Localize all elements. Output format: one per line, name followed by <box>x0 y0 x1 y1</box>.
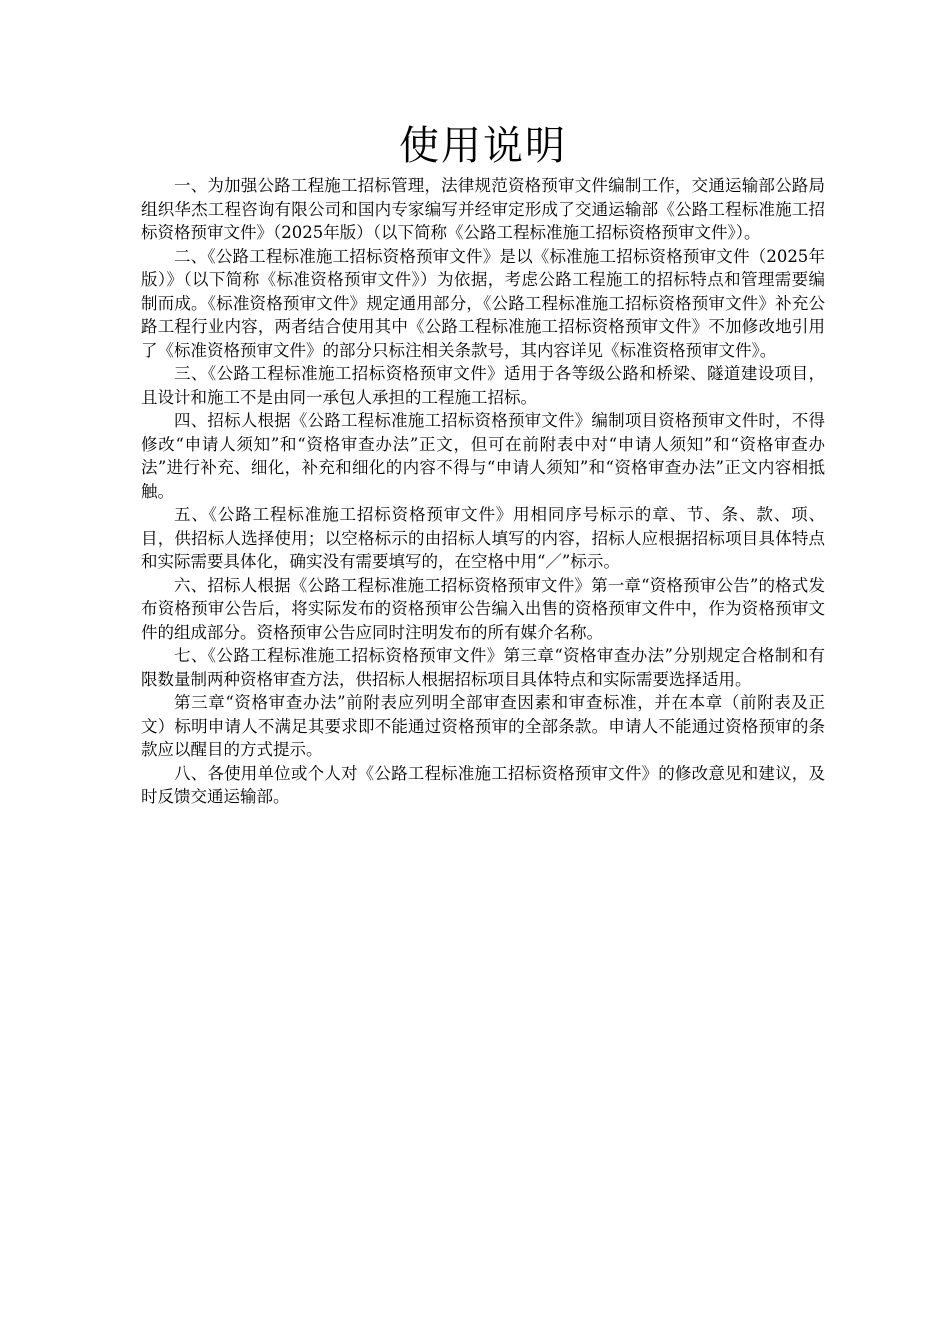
paragraph-7: 七、《公路工程标准施工招标资格预审文件》第三章“资格审查办法”分别规定合格制和有限数量制两种资格审查方法，供招标人根据招标项目具体特点和实际需要选择适用。 <box>141 646 825 689</box>
paragraph-5: 五、《公路工程标准施工招标资格预审文件》用相同序号标示的章、节、条、款、项、目，供招标人选择使用；以空格标示的由招标人填写的内容，招标人应根据招标项目具体特点和实际需要具体化，确实没有需要填写的，在空格中用“／”标示。 <box>141 505 825 571</box>
paragraph-4: 四、招标人根据《公路工程标准施工招标资格预审文件》编制项目资格预审文件时，不得修改“申请人须知”和“资格审查办法”正文，但可在前附表中对“申请人须知”和“资格审查办法”进行补充、细化，补充和细化的内容不得与“申请人须知”和“资格审查办法”正文内容相抵触。 <box>141 411 825 501</box>
document-page <box>141 118 825 809</box>
page-title: 使用说明 <box>399 123 567 169</box>
paragraph-6: 六、招标人根据《公路工程标准施工招标资格预审文件》第一章“资格预审公告”的格式发布资格预审公告后，将实际发布的资格预审公告编入出售的资格预审文件中，作为资格预审文件的组成部分。资格预审公告应同时注明发布的所有媒介名称。 <box>141 575 825 642</box>
paragraph-1: 一、为加强公路工程施工招标管理，法律规范资格预审文件编制工作，交通运输部公路局组织华杰工程咨询有限公司和国内专家编写并经审定形成了交通运输部《公路工程标准施工招标资格预审文件》（2025年版）（以下简称《公路工程标准施工招标资格预审文件》）。 <box>141 176 825 242</box>
paragraph-9: 八、各使用单位或个人对《公路工程标准施工招标资格预审文件》的修改意见和建议，及时反馈交通运输部。 <box>141 763 825 806</box>
paragraph-2: 二、《公路工程标准施工招标资格预审文件》是以《标准施工招标资格预审文件（2025年版）》（以下简称《标准资格预审文件》）为依据，考虑公路工程施工的招标特点和管理需要编制而成。《标准资格预审文件》规定通用部分，《公路工程标准施工招标资格预审文件》补充公路工程行业内容，两者结合使用其中《公路工程标准施工招标资格预审文件》不加修改地引用了《标准资格预审文件》的部分只标注相关条款号，其内容详见《标准资格预审文件》。 <box>141 246 825 360</box>
paragraph-3: 三、《公路工程标准施工招标资格预审文件》适用于各等级公路和桥梁、隧道建设项目，且设计和施工不是由同一承包人承担的工程施工招标。 <box>141 364 825 407</box>
paragraph-8: 第三章“资格审查办法”前附表应列明全部审查因素和审查标准，并在本章（前附表及正文）标明申请人不满足其要求即不能通过资格预审的全部条款。申请人不能通过资格预审的条款应以醒目的方式提示。 <box>141 693 825 759</box>
